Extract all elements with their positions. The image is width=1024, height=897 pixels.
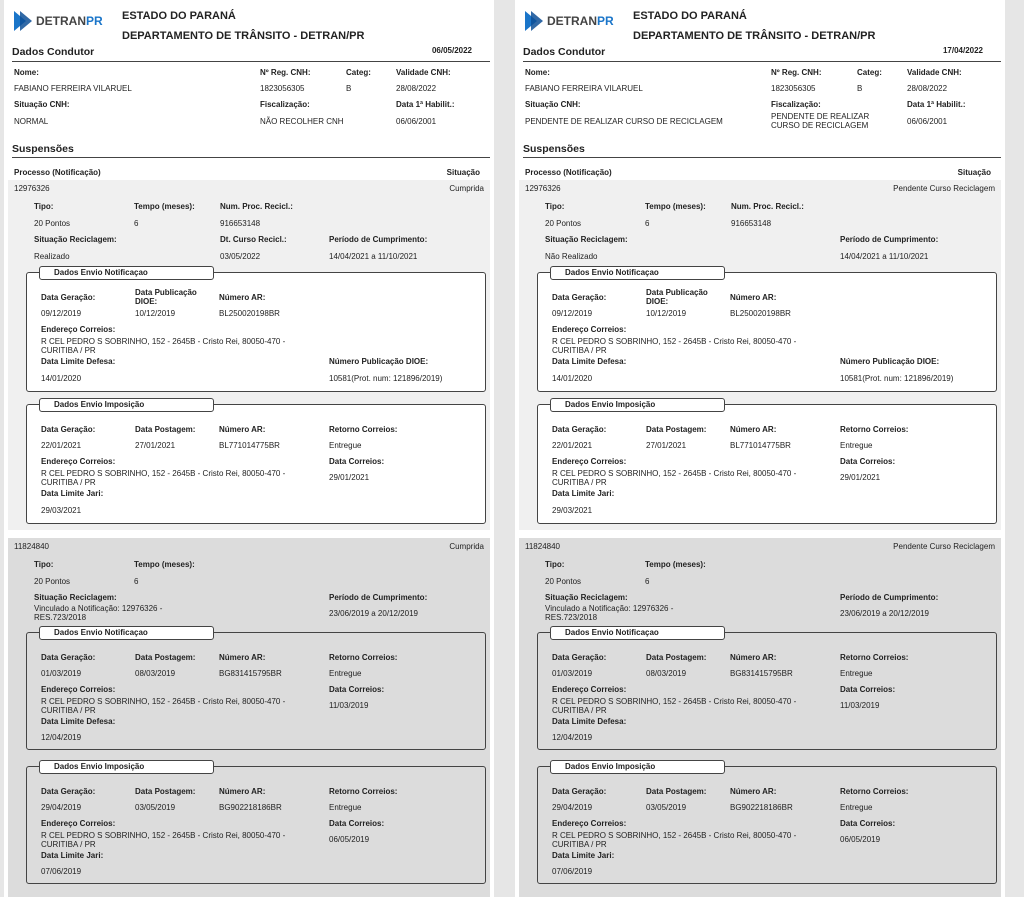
periodo-label: Período de Cumprimento: [840,235,939,244]
data-geracao-label: Data Geração: [552,653,607,662]
imposicao-box-title: Dados Envio Imposição [550,398,725,412]
situacao-cnh-value: PENDENTE DE REALIZAR CURSO DE RECICLAGEM [525,117,723,126]
habilit-label: Data 1ª Habilit.: [907,100,966,109]
data-correios-label: Data Correios: [840,457,896,466]
processo-header: Processo (Notificação) [14,168,101,177]
numero-ar-value: BG902218186BR [730,803,793,812]
processo-number: 11824840 [525,542,560,551]
validade-label: Validade CNH: [907,68,962,77]
tempo-label: Tempo (meses): [134,560,195,569]
situacao-cnh-value: NORMAL [14,117,49,126]
sitrec-value: Não Realizado [545,252,598,261]
detran-logo [12,8,112,34]
endereco-label: Endereço Correios: [41,457,116,466]
divider [12,61,490,62]
retorno-correios-value: Entregue [840,803,873,812]
dtcurso-label: Dt. Curso Recicl.: [220,235,287,244]
categ-label: Categ: [346,68,371,77]
sitrec-value: Vinculado a Notificação: 12976326 - RES.723/2018 [34,604,163,622]
section-suspensions-title: Suspensões [523,143,585,155]
limite-defesa-value: 14/01/2020 [41,374,82,383]
notificacao-box-title: Dados Envio Notificaçao [550,626,725,640]
tipo-value: 20 Pontos [545,219,582,228]
numero-ar-label: Número AR: [219,787,266,796]
data-publicacao-value: 10/12/2019 [646,309,687,318]
section-driver-title: Dados Condutor [12,46,95,58]
data-correios-label: Data Correios: [329,819,385,828]
processo-situacao: Pendente Curso Reciclagem [893,184,995,193]
limite-jari-label: Data Limite Jari: [552,489,615,498]
data-correios-value: 11/03/2019 [840,701,880,710]
notificacao-box [26,268,486,392]
numero-ar-label: Número AR: [730,653,777,662]
sitrec-label: Situação Reciclagem: [34,235,117,244]
habilit-value: 06/06/2001 [907,117,948,126]
endereco-value: R CEL PEDRO S SOBRINHO, 152 - 2645B - Cristo Rei, 80050-470 - CURITIBA / PR [552,697,797,715]
fiscalizacao-label: Fiscalização: [771,100,821,109]
data-publicacao-value: 10/12/2019 [135,309,176,318]
imposicao-box-title: Dados Envio Imposição [39,398,214,412]
tipo-value: 20 Pontos [34,219,71,228]
categ-value: B [346,84,352,93]
numero-ar-value: BL771014775BR [219,441,280,450]
periodo-value: 23/06/2019 a 20/12/2019 [840,609,929,618]
situacao-cnh-label: Situação CNH: [525,100,581,109]
imposicao-box [26,762,486,884]
validade-label: Validade CNH: [396,68,451,77]
notificacao-box-title: Dados Envio Notificaçao [39,266,214,280]
divider [523,61,1001,62]
data-postagem-value: 27/01/2021 [135,441,176,450]
data-postagem-value: 27/01/2021 [646,441,687,450]
retorno-correios-label: Retorno Correios: [840,787,909,796]
data-postagem-label: Data Postagem: [646,425,707,434]
processo-header: Processo (Notificação) [525,168,612,177]
data-geracao-value: 29/04/2019 [41,803,82,812]
data-correios-value: 29/01/2021 [840,473,881,482]
data-geracao-label: Data Geração: [41,787,96,796]
numero-ar-value: BG831415795BR [219,669,282,678]
data-postagem-value: 08/03/2019 [646,669,687,678]
tempo-label: Tempo (meses): [645,202,706,211]
data-geracao-label: Data Geração: [41,293,96,302]
section-suspensions-title: Suspensões [12,143,74,155]
data-correios-value: 29/01/2021 [329,473,370,482]
endereco-value: R CEL PEDRO S SOBRINHO, 152 - 2645B - Cristo Rei, 80050-470 - CURITIBA / PR [552,831,797,849]
periodo-label: Período de Cumprimento: [329,593,428,602]
periodo-value: 14/04/2021 a 11/10/2021 [329,252,418,261]
numero-ar-label: Número AR: [219,653,266,662]
section-driver-title: Dados Condutor [523,46,606,58]
retorno-correios-value: Entregue [840,441,873,450]
retorno-correios-label: Retorno Correios: [840,425,909,434]
categ-value: B [857,84,863,93]
divider [523,157,1001,158]
notificacao-box-title: Dados Envio Notificaçao [39,626,214,640]
processo-number: 11824840 [14,542,49,551]
header-department: DEPARTAMENTO DE TRÂNSITO - DETRAN/PR [633,30,876,42]
imposicao-box [26,400,486,524]
numero-ar-label: Número AR: [730,293,777,302]
logo-suffix: PR [86,14,103,28]
numero-ar-value: BL771014775BR [730,441,791,450]
numproc-label: Num. Proc. Recicl.: [731,202,804,211]
data-postagem-label: Data Postagem: [646,653,707,662]
data-geracao-value: 01/03/2019 [41,669,82,678]
sitrec-value: Vinculado a Notificação: 12976326 - RES.723/2018 [545,604,674,622]
data-geracao-value: 01/03/2019 [552,669,593,678]
situacao-header: Situação [957,168,991,177]
data-geracao-value: 22/01/2021 [41,441,82,450]
data-geracao-value: 29/04/2019 [552,803,593,812]
retorno-correios-label: Retorno Correios: [329,653,398,662]
data-correios-label: Data Correios: [840,685,896,694]
endereco-label: Endereço Correios: [41,325,116,334]
endereco-label: Endereço Correios: [552,457,627,466]
logo-text: DETRAN [36,14,86,28]
notificacao-box [26,628,486,750]
data-geracao-label: Data Geração: [41,425,96,434]
numero-ar-value: BL250020198BR [730,309,791,318]
limite-defesa-label: Data Limite Defesa: [552,717,627,726]
publicacao-dioe-label: Número Publicação DIOE: [840,357,940,366]
retorno-correios-value: Entregue [329,803,362,812]
dtcurso-value: 03/05/2022 [220,252,261,261]
endereco-value: R CEL PEDRO S SOBRINHO, 152 - 2645B - Cristo Rei, 80050-470 - CURITIBA / PR [552,337,797,355]
tipo-value: 20 Pontos [545,577,582,586]
periodo-label: Período de Cumprimento: [840,593,939,602]
limite-defesa-label: Data Limite Defesa: [552,357,627,366]
sitrec-value: Realizado [34,252,70,261]
limite-defesa-label: Data Limite Defesa: [41,717,116,726]
data-postagem-label: Data Postagem: [135,653,196,662]
reg-label: Nº Reg. CNH: [260,68,311,77]
processo-situacao: Pendente Curso Reciclagem [893,542,995,551]
processo-situacao: Cumprida [449,542,484,551]
endereco-label: Endereço Correios: [41,685,116,694]
retorno-correios-value: Entregue [329,441,362,450]
data-correios-value: 06/05/2019 [329,835,370,844]
data-correios-value: 11/03/2019 [329,701,369,710]
logo-text: DETRAN [547,14,597,28]
header-state: ESTADO DO PARANÁ [633,10,747,22]
data-postagem-label: Data Postagem: [135,787,196,796]
tempo-label: Tempo (meses): [134,202,195,211]
reg-value: 1823056305 [260,84,305,93]
document-page-2 [515,0,1005,897]
fiscalizacao-value: PENDENTE DE REALIZAR CURSO DE RECICLAGEM [771,112,870,130]
limite-jari-value: 29/03/2021 [41,506,82,515]
retorno-correios-value: Entregue [329,669,362,678]
document-page-1 [4,0,494,897]
limite-defesa-label: Data Limite Defesa: [41,357,116,366]
numero-ar-label: Número AR: [730,787,777,796]
notificacao-box [537,628,997,750]
header-department: DEPARTAMENTO DE TRÂNSITO - DETRAN/PR [122,30,365,42]
imposicao-box-title: Dados Envio Imposição [550,760,725,774]
processo-situacao: Cumprida [449,184,484,193]
nome-label: Nome: [14,68,39,77]
retorno-correios-label: Retorno Correios: [840,653,909,662]
endereco-label: Endereço Correios: [552,325,627,334]
limite-jari-value: 07/06/2019 [41,867,82,876]
data-postagem-value: 03/05/2019 [135,803,176,812]
data-correios-label: Data Correios: [840,819,896,828]
data-geracao-label: Data Geração: [552,787,607,796]
data-geracao-label: Data Geração: [552,293,607,302]
tempo-label: Tempo (meses): [645,560,706,569]
endereco-label: Endereço Correios: [41,819,116,828]
numproc-value: 916653148 [731,219,772,228]
data-postagem-value: 03/05/2019 [646,803,687,812]
data-postagem-label: Data Postagem: [646,787,707,796]
sitrec-label: Situação Reciclagem: [545,593,628,602]
data-geracao-value: 09/12/2019 [41,309,82,318]
publicacao-dioe-value: 10581(Prot. num: 121896/2019) [840,374,954,383]
sitrec-label: Situação Reciclagem: [545,235,628,244]
tipo-label: Tipo: [545,202,565,211]
endereco-value: R CEL PEDRO S SOBRINHO, 152 - 2645B - Cristo Rei, 80050-470 - CURITIBA / PR [552,469,797,487]
tempo-value: 6 [645,577,650,586]
tempo-value: 6 [134,219,139,228]
situacao-cnh-label: Situação CNH: [14,100,70,109]
tipo-label: Tipo: [34,202,54,211]
numero-ar-label: Número AR: [730,425,777,434]
limite-jari-label: Data Limite Jari: [41,851,104,860]
data-geracao-label: Data Geração: [552,425,607,434]
endereco-value: R CEL PEDRO S SOBRINHO, 152 - 2645B - Cristo Rei, 80050-470 - CURITIBA / PR [41,469,286,487]
limite-jari-label: Data Limite Jari: [552,851,615,860]
validade-value: 28/08/2022 [396,84,437,93]
sitrec-label: Situação Reciclagem: [34,593,117,602]
numero-ar-label: Número AR: [219,293,266,302]
logo-suffix: PR [597,14,614,28]
data-geracao-label: Data Geração: [41,653,96,662]
data-correios-label: Data Correios: [329,457,385,466]
data-publicacao-label: Data Publicação DIOE: [646,288,708,306]
validade-value: 28/08/2022 [907,84,948,93]
endereco-value: R CEL PEDRO S SOBRINHO, 152 - 2645B - Cristo Rei, 80050-470 - CURITIBA / PR [41,337,286,355]
processo-number: 12976326 [525,184,561,193]
endereco-label: Endereço Correios: [552,685,627,694]
nome-label: Nome: [525,68,550,77]
data-geracao-value: 22/01/2021 [552,441,593,450]
numproc-label: Num. Proc. Recicl.: [220,202,293,211]
endereco-value: R CEL PEDRO S SOBRINHO, 152 - 2645B - Cristo Rei, 80050-470 - CURITIBA / PR [41,697,286,715]
fiscalizacao-label: Fiscalização: [260,100,310,109]
header-date: 06/05/2022 [431,46,472,55]
header-state: ESTADO DO PARANÁ [122,10,236,22]
periodo-label: Período de Cumprimento: [329,235,428,244]
numero-ar-value: BG902218186BR [219,803,282,812]
retorno-correios-label: Retorno Correios: [329,787,398,796]
tipo-value: 20 Pontos [34,577,71,586]
tipo-label: Tipo: [34,560,54,569]
tipo-label: Tipo: [545,560,565,569]
tempo-value: 6 [134,577,139,586]
processo-number: 12976326 [14,184,50,193]
imposicao-box [537,762,997,884]
notificacao-box-title: Dados Envio Notificaçao [550,266,725,280]
tempo-value: 6 [645,219,650,228]
numero-ar-value: BL250020198BR [219,309,280,318]
header-date: 17/04/2022 [942,46,983,55]
publicacao-dioe-value: 10581(Prot. num: 121896/2019) [329,374,443,383]
retorno-correios-value: Entregue [840,669,873,678]
retorno-correios-label: Retorno Correios: [329,425,398,434]
reg-label: Nº Reg. CNH: [771,68,822,77]
numero-ar-value: BG831415795BR [730,669,793,678]
data-publicacao-label: Data Publicação DIOE: [135,288,197,306]
endereco-label: Endereço Correios: [552,819,627,828]
divider [12,157,490,158]
categ-label: Categ: [857,68,882,77]
fiscalizacao-value: NÃO RECOLHER CNH [260,117,344,126]
limite-jari-value: 29/03/2021 [552,506,593,515]
numproc-value: 916653148 [220,219,261,228]
imposicao-box-title: Dados Envio Imposição [39,760,214,774]
data-correios-label: Data Correios: [329,685,385,694]
periodo-value: 23/06/2019 a 20/12/2019 [329,609,418,618]
periodo-value: 14/04/2021 a 11/10/2021 [840,252,929,261]
imposicao-box [537,400,997,524]
notificacao-box [537,268,997,392]
limite-jari-label: Data Limite Jari: [41,489,104,498]
data-geracao-value: 09/12/2019 [552,309,593,318]
limite-jari-value: 07/06/2019 [552,867,593,876]
data-postagem-value: 08/03/2019 [135,669,176,678]
situacao-header: Situação [446,168,480,177]
publicacao-dioe-label: Número Publicação DIOE: [329,357,429,366]
data-postagem-label: Data Postagem: [135,425,196,434]
reg-value: 1823056305 [771,84,816,93]
endereco-value: R CEL PEDRO S SOBRINHO, 152 - 2645B - Cristo Rei, 80050-470 - CURITIBA / PR [41,831,286,849]
nome-value: FABIANO FERREIRA VILARUEL [525,84,643,93]
limite-defesa-value: 12/04/2019 [552,733,593,742]
numero-ar-label: Número AR: [219,425,266,434]
limite-defesa-value: 12/04/2019 [41,733,82,742]
habilit-label: Data 1ª Habilit.: [396,100,455,109]
data-correios-value: 06/05/2019 [840,835,881,844]
habilit-value: 06/06/2001 [396,117,437,126]
limite-defesa-value: 14/01/2020 [552,374,593,383]
nome-value: FABIANO FERREIRA VILARUEL [14,84,132,93]
detran-logo [523,8,623,34]
